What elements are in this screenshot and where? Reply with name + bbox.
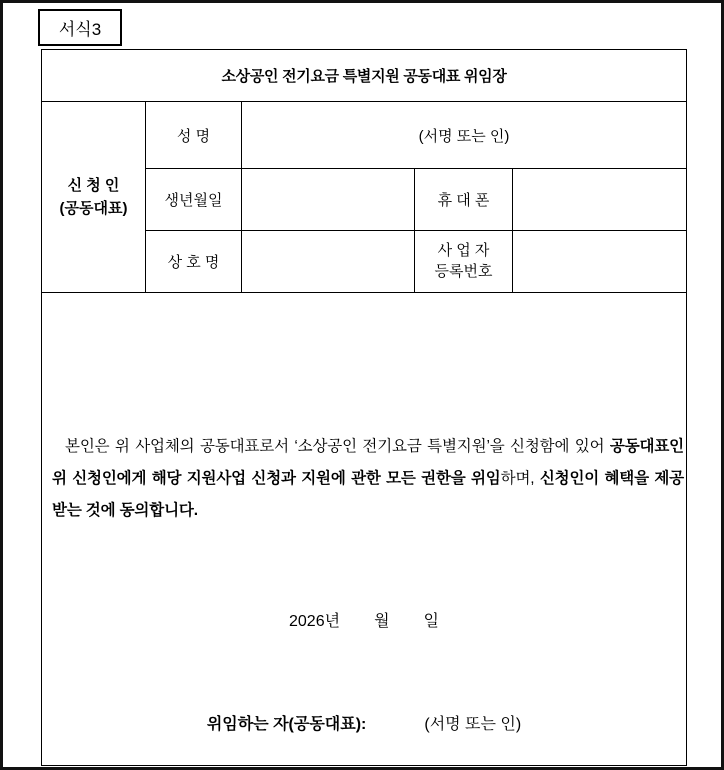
date-month: 월 [374, 613, 390, 630]
declaration-paragraph [52, 431, 684, 526]
applicant-row-header [42, 102, 146, 293]
label-name: 성 명 [146, 102, 242, 169]
date-line [42, 608, 686, 631]
declaration-bold2: 신청인이 혜택을 제공받는 것에 동의합니다. [52, 469, 684, 519]
applicant-header-line1: 신 청 인 [67, 176, 120, 194]
form-tag-box [38, 9, 122, 46]
birthdate-value-cell[interactable] [242, 169, 415, 231]
mobile-phone-value-cell[interactable] [513, 169, 687, 231]
signature-label: 위임하는 자(공동대표): [206, 716, 367, 733]
declaration-bold1: 공동대표인 위 신청인에게 해당 지원사업 신청과 지원에 관한 모든 권한을 위임 [52, 438, 685, 487]
label-business-name: 상 호 명 [146, 231, 242, 293]
applicant-header-line2: (공동대표) [59, 200, 128, 217]
delegation-form-table [41, 49, 687, 766]
declaration-part1: 본인은 위 사업체의 공동대표로서 ‘소상공인 전기요금 특별지원’을 신청함에 있어 [65, 438, 610, 455]
label-mobile-phone: 휴 대 폰 [415, 169, 513, 231]
label-birthdate: 생년월일 [146, 169, 242, 231]
label-biz-reg-line1: 사 업 자 [437, 242, 490, 260]
name-value-cell[interactable] [242, 102, 687, 169]
document-title: 소상공인 전기요금 특별지원 공동대표 위임장 [42, 50, 687, 102]
date-day: 일 [423, 613, 439, 630]
declaration-part2: 하며, [500, 469, 540, 487]
title-row [42, 50, 687, 102]
business-registration-number-value-cell[interactable] [513, 231, 687, 293]
declaration-body-cell [42, 293, 687, 766]
label-biz-reg-line2: 등록번호 [434, 262, 493, 280]
name-signature-note: (서명 또는 인) [418, 127, 510, 145]
applicant-name-row [42, 102, 687, 169]
signature-line [42, 711, 686, 734]
signature-note: (서명 또는 인) [424, 716, 522, 733]
declaration-row [42, 293, 687, 766]
business-name-value-cell[interactable] [242, 231, 415, 293]
form-tag-label: 서식3 [58, 20, 102, 39]
date-year: 2026년 [289, 613, 341, 630]
label-business-registration-number [415, 231, 513, 293]
